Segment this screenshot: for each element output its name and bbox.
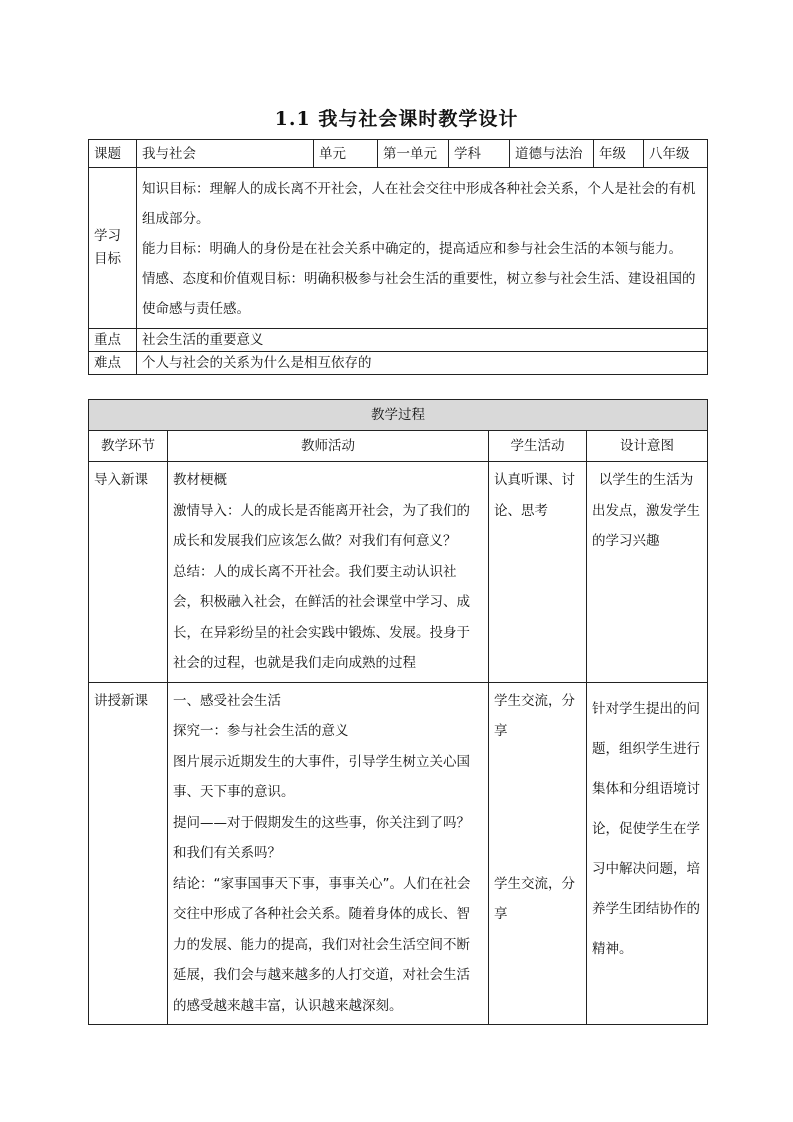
info-header-row [89, 140, 708, 168]
topic-value: 我与社会 [137, 140, 314, 168]
teacher-line: 图片展示近期发生的大事件，引导学生树立关心国事、天下事的意识。 [173, 753, 470, 800]
column-header-teacher: 教师活动 [168, 431, 489, 462]
topic-label: 课题 [89, 140, 137, 168]
difficult-point-value: 个人与社会的关系为什么是相互依存的 [137, 352, 708, 375]
teacher-line: 提问——对于假期发生的这些事，你关注到了吗？和我们有关系吗？ [173, 814, 470, 861]
student-activity: 认真听课、讨论、思考 [489, 462, 587, 683]
process-header: 教学过程 [89, 400, 708, 431]
goals-row [89, 168, 708, 329]
emotion-goal: 情感、态度和价值观目标：明确积极参与社会生活的重要性，树立参与社会生活、建设祖国的使命感与责任感。 [142, 271, 696, 317]
subject-value: 道德与法治 [510, 140, 594, 168]
column-header-intent: 设计意图 [587, 431, 708, 462]
difficult-point-label: 难点 [89, 352, 137, 375]
lesson-info-table [88, 139, 708, 375]
key-point-row [89, 329, 708, 352]
teacher-activity [168, 462, 489, 683]
teacher-activity [168, 682, 489, 1025]
teacher-line: 教材梗概 [173, 472, 227, 488]
column-header-stage: 教学环节 [89, 431, 168, 462]
column-header-student: 学生活动 [489, 431, 587, 462]
ability-goal: 能力目标：明确人的身份是在社会关系中确定的，提高适应和参与社会生活的本领与能力。 [142, 241, 682, 257]
teacher-line: 结论：“家事国事天下事，事事关心”。人们在社会交往中形成了各种社会关系。随着身体的成长、智力的发展、能力的提高，我们对社会生活空间不断延展，我们会与越来越多的人打交道，对社会生活的感受越来越丰富，认识越来越深刻。 [173, 875, 471, 1014]
teaching-process-table [88, 399, 708, 1025]
goals-label: 学习 目标 [89, 168, 137, 329]
teacher-line: 一、感受社会生活 [173, 692, 281, 709]
key-point-value: 社会生活的重要意义 [137, 329, 708, 352]
student-activity: 学生交流，分享 学生交流，分享 [489, 682, 587, 1025]
stage-name: 导入新课 [89, 462, 168, 683]
grade-label: 年级 [594, 140, 644, 168]
knowledge-goal: 知识目标：理解人的成长离不开社会，人在社会交往中形成各种社会关系，个人是社会的有机组成部分。 [142, 181, 696, 227]
column-header-row [89, 431, 708, 462]
stage-row-intro [89, 462, 708, 683]
subject-label: 学科 [449, 140, 510, 168]
design-intent: 以学生的生活为出发点，激发学生的学习兴趣 [587, 462, 708, 683]
stage-name: 讲授新课 [89, 682, 168, 1025]
unit-value: 第一单元 [378, 140, 449, 168]
key-point-label: 重点 [89, 329, 137, 352]
teacher-line: 总结：人的成长离不开社会。我们要主动认识社会，积极融入社会，在鲜活的社会课堂中学习、成长，在异彩纷呈的社会实践中锻炼、发展。投身于社会的过程，也就是我们走向成熟的过程 [173, 563, 470, 671]
process-header-row [89, 400, 708, 431]
difficult-point-row [89, 352, 708, 375]
stage-row-teaching [89, 682, 708, 1025]
teacher-line: 探究一：参与社会生活的意义 [173, 723, 349, 739]
goals-content [137, 168, 708, 329]
grade-value: 八年级 [644, 140, 708, 168]
unit-label: 单元 [314, 140, 378, 168]
design-intent: 针对学生提出的问题，组织学生进行集体和分组语境讨论，促使学生在学习中解决问题，培养学生团结协作的精神。 [587, 682, 708, 1025]
page-title: 1.1 我与社会课时教学设计 [274, 108, 519, 130]
teacher-line: 激情导入：人的成长是否能离开社会，为了我们的成长和发展我们应该怎么做？对我们有何意义？ [173, 502, 470, 549]
